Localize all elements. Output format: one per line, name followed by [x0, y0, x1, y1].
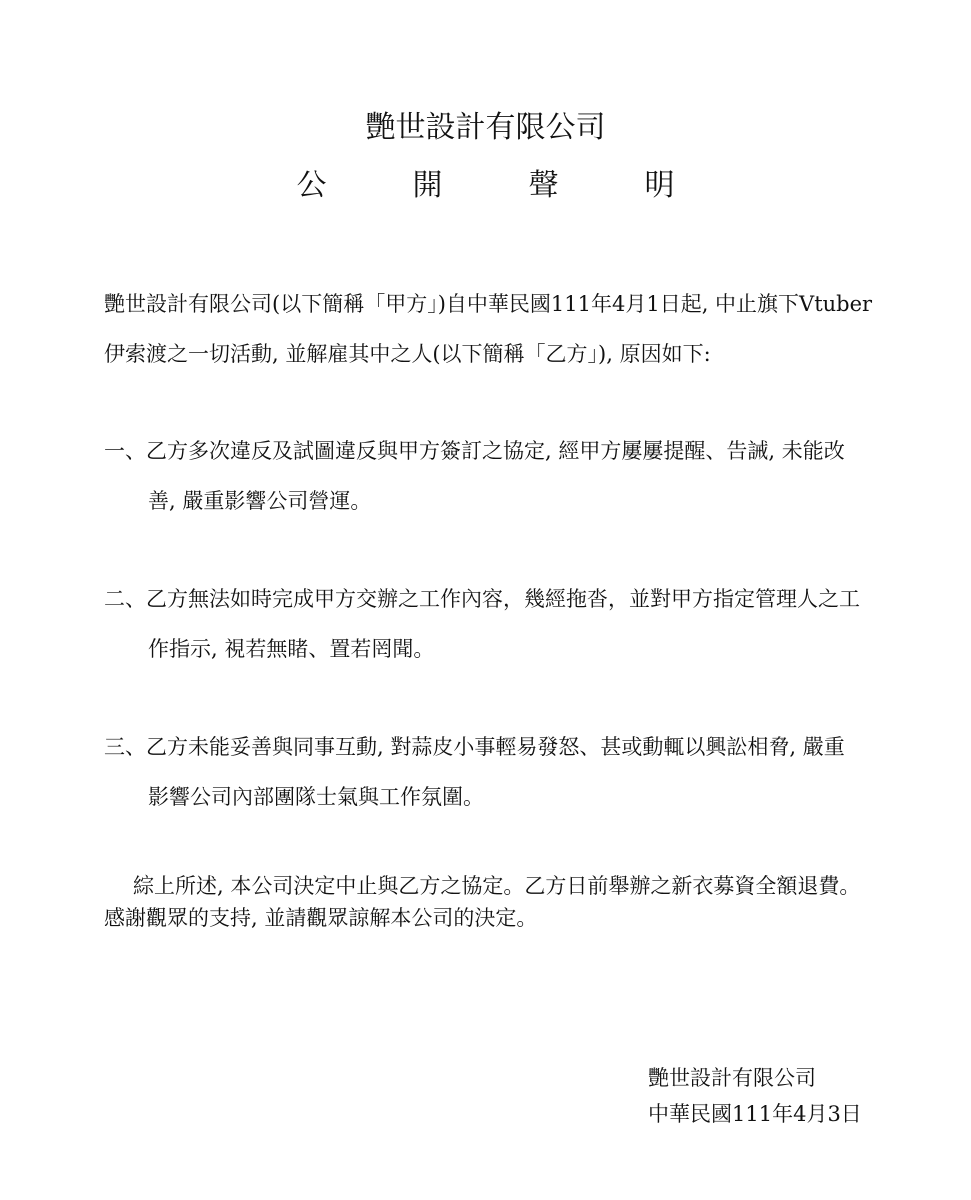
document-title: 公 開 聲 明 — [296, 168, 703, 203]
signature-company: 艷世設計有限公司 — [648, 1066, 816, 1090]
reason-3-line-1: 三、乙方未能妥善與同事互動, 對蒜皮小事輕易發怒、甚或動輒以興訟相脅, 嚴重 — [104, 735, 845, 759]
company-title: 艷世設計有限公司 — [365, 110, 606, 145]
reason-1-line-2: 善, 嚴重影響公司營運。 — [148, 489, 372, 513]
intro-line-1: 艷世設計有限公司(以下簡稱「甲方」)自中華民國111年4月1日起, 中止旗下Vtuber — [104, 292, 873, 316]
reason-2-line-1: 二、乙方無法如時完成甲方交辦之工作內容，幾經拖沓，並對甲方指定管理人之工 — [104, 587, 860, 611]
closing-line-1: 綜上所述, 本公司決定中止與乙方之協定。乙方日前舉辦之新衣募資全額退費。 — [133, 874, 861, 898]
reason-3-line-2: 影響公司內部團隊士氣與工作氛圍。 — [148, 785, 484, 809]
closing-line-2: 感謝觀眾的支持, 並請觀眾諒解本公司的決定。 — [104, 906, 538, 930]
signature-date: 中華民國111年4月3日 — [648, 1102, 862, 1126]
intro-line-2: 伊索渡之一切活動, 並解雇其中之人(以下簡稱「乙方」), 原因如下: — [104, 342, 711, 366]
reason-1-line-1: 一、乙方多次違反及試圖違反與甲方簽訂之協定, 經甲方屢屢提醒、告誡, 未能改 — [104, 439, 845, 463]
reason-2-line-2: 作指示, 視若無睹、置若罔聞。 — [148, 637, 435, 661]
